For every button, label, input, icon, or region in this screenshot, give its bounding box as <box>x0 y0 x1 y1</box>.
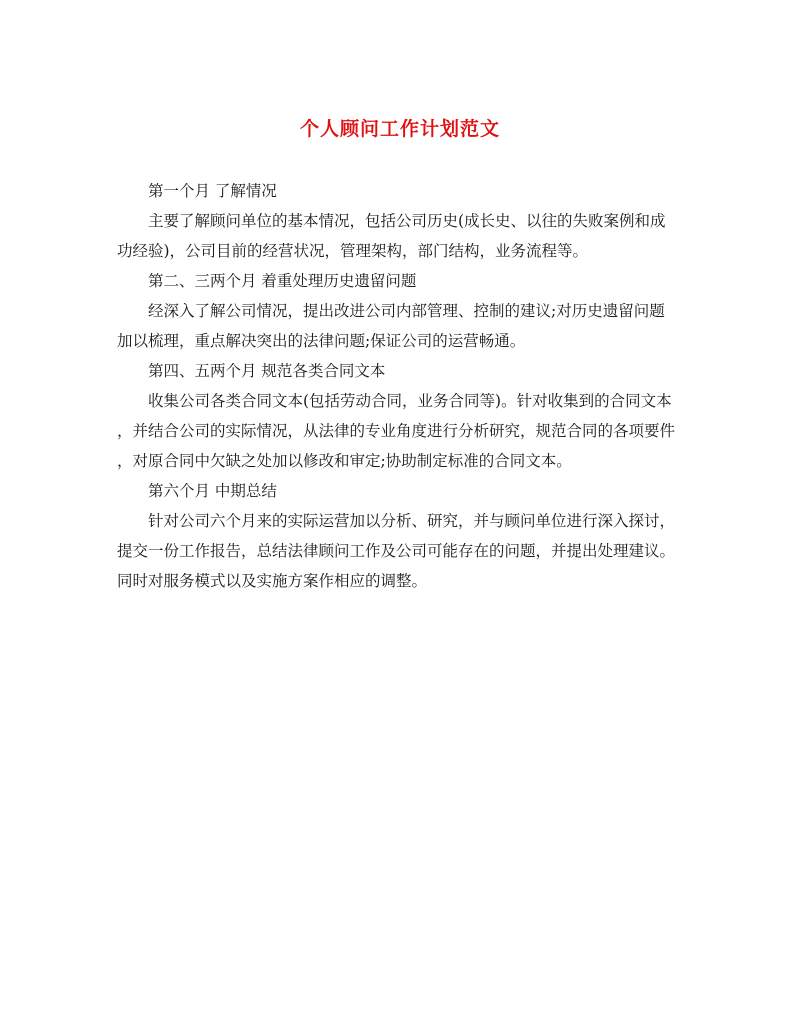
section-heading: 第六个月 中期总结 <box>148 482 277 500</box>
paragraph-line: 收集公司各类合同文本(包括劳动合同，业务合同等)。针对收集到的合同文本 <box>148 392 672 410</box>
section-heading: 第四、五两个月 规范各类合同文本 <box>148 362 386 380</box>
document-body <box>117 176 685 596</box>
section-heading: 第一个月 了解情况 <box>148 182 277 200</box>
paragraph-line: 经深入了解公司情况，提出改进公司内部管理、控制的建议;对历史遗留问题 <box>148 302 665 320</box>
paragraph-line: ，对原合同中欠缺之处加以修改和审定;协助制定标准的合同文本。 <box>117 452 572 470</box>
paragraph-line: ，并结合公司的实际情况，从法律的专业角度进行分析研究，规范合同的各项要件 <box>117 422 676 440</box>
document-title: 个人顾问工作计划范文 <box>299 118 500 140</box>
paragraph-line: 提交一份工作报告，总结法律顾问工作及公司可能存在的问题，并提出处理建议。 <box>117 542 676 560</box>
paragraph-line: 加以梳理，重点解决突出的法律问题;保证公司的运营畅通。 <box>117 332 526 350</box>
section-heading: 第二、三两个月 着重处理历史遗留问题 <box>148 272 417 290</box>
paragraph-line: 功经验)，公司目前的经营状况，管理架构，部门结构，业务流程等。 <box>117 242 589 260</box>
paragraph-line: 主要了解顾问单位的基本情况，包括公司历史(成长史、以往的失败案例和成 <box>148 212 666 230</box>
paragraph-line: 同时对服务模式以及实施方案作相应的调整。 <box>117 572 428 590</box>
paragraph-line: 针对公司六个月来的实际运营加以分析、研究，并与顾问单位进行深入探讨， <box>148 512 676 530</box>
